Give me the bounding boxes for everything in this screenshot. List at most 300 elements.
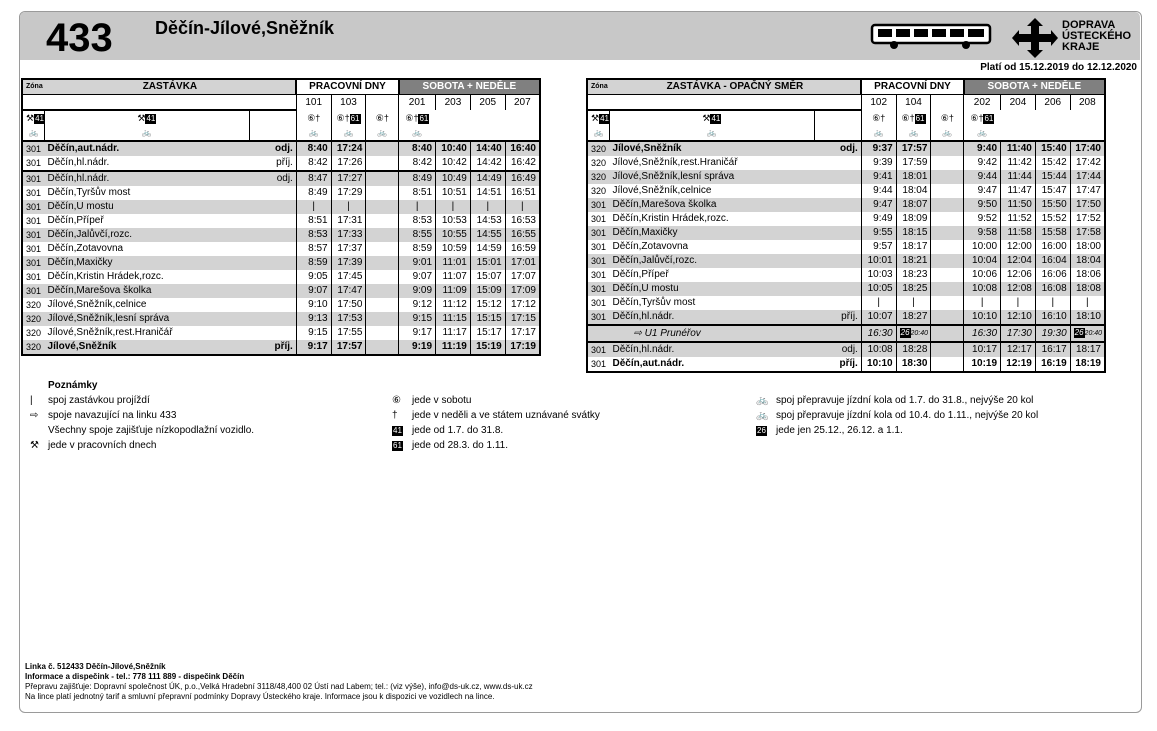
time-cell: 9:44 <box>964 170 1001 184</box>
time-cell: 14:55 <box>470 228 505 242</box>
time-cell: 16:04 <box>1035 254 1070 268</box>
bicycle-icon: 🚲 <box>45 126 250 141</box>
time-cell: | <box>1070 296 1105 310</box>
line-number: 433 <box>46 16 113 60</box>
timetable-return <box>586 78 1106 373</box>
time-cell: 14:59 <box>470 242 505 256</box>
table-row <box>22 214 540 228</box>
time-cell: 17:50 <box>1070 198 1105 212</box>
trip-flags: ⑥†61 <box>964 110 1001 126</box>
table-row <box>587 156 1105 170</box>
time-cell <box>931 357 964 372</box>
time-cell: 9:15 <box>399 312 436 326</box>
zone-cell: 301 <box>591 359 607 369</box>
time-cell <box>366 200 399 214</box>
arr-dep-marker <box>814 156 861 170</box>
trip-number: 103 <box>331 95 366 111</box>
time-cell: 16:40 <box>505 141 540 156</box>
time-cell <box>366 156 399 171</box>
table-row <box>587 282 1105 296</box>
bicycle-icon: 🚲 <box>610 126 815 141</box>
time-cell: 17:33 <box>331 228 366 242</box>
stop-name: Děčín,Kristin Hrádek,rozc. <box>612 213 729 224</box>
time-cell: 18:21 <box>896 254 931 268</box>
time-cell: 15:01 <box>470 256 505 270</box>
time-cell <box>931 141 964 156</box>
time-cell <box>366 228 399 242</box>
time-cell: 16:17 <box>1035 342 1070 357</box>
stop-name: Jílové,Sněžník,celnice <box>47 299 147 310</box>
time-cell: 15:40 <box>1035 141 1070 156</box>
time-cell: 17:24 <box>331 141 366 156</box>
time-cell: 10:59 <box>436 242 471 256</box>
arr-dep-marker: odj. <box>249 141 296 156</box>
time-cell <box>366 186 399 200</box>
table-row <box>587 310 1105 325</box>
trip-number: 203 <box>436 95 471 111</box>
time-cell: 9:15 <box>296 326 331 340</box>
time-cell: 9:58 <box>964 226 1001 240</box>
time-cell: 10:40 <box>436 141 471 156</box>
arr-dep-marker <box>249 186 296 200</box>
table-row <box>587 170 1105 184</box>
stop-name: Děčín,Tyršův most <box>612 297 696 308</box>
table-row <box>22 228 540 242</box>
bus-icon <box>870 22 994 50</box>
time-cell: 17:30 <box>1001 325 1036 342</box>
zone-cell: 320 <box>22 340 45 355</box>
time-cell <box>931 156 964 170</box>
table-row <box>587 198 1105 212</box>
time-cell: 11:40 <box>1001 141 1036 156</box>
stop-name: Děčín,Tyršův most <box>47 187 131 198</box>
time-cell: 9:49 <box>861 212 896 226</box>
time-cell: 17:50 <box>331 298 366 312</box>
table-row <box>587 254 1105 268</box>
saturday-icon: ⑥ <box>392 395 401 406</box>
zone-cell: 301 <box>22 141 45 156</box>
time-cell: 11:12 <box>436 298 471 312</box>
trip-flags: ⑥† <box>931 110 964 126</box>
time-cell: 8:40 <box>296 141 331 156</box>
time-cell: | <box>331 200 366 214</box>
time-cell: 17:15 <box>505 312 540 326</box>
weekend-header: SOBOTA + NEDĚLE <box>399 79 540 95</box>
time-cell: 15:47 <box>1035 184 1070 198</box>
time-cell: 9:44 <box>861 184 896 198</box>
time-cell: | <box>470 200 505 214</box>
trip-number: 206 <box>1035 95 1070 111</box>
arr-dep-marker: odj. <box>814 141 861 156</box>
stop-name: Děčín,Maxičky <box>610 226 815 240</box>
arr-dep-marker <box>249 284 296 298</box>
time-cell: 10:10 <box>964 310 1001 325</box>
time-cell: 9:09 <box>399 284 436 298</box>
pass-through-icon: | <box>30 395 33 406</box>
time-cell <box>366 270 399 284</box>
time-cell: 17:27 <box>331 171 366 186</box>
time-cell: 17:09 <box>505 284 540 298</box>
stop-name: Děčín,aut.nádr. <box>612 358 685 369</box>
time-cell: 9:19 <box>399 340 436 355</box>
time-cell: 9:39 <box>861 156 896 170</box>
time-cell: 12:04 <box>1001 254 1036 268</box>
time-cell: 10:04 <box>964 254 1001 268</box>
time-cell: 8:53 <box>296 228 331 242</box>
time-cell: 14:53 <box>470 214 505 228</box>
time-cell: 19:30 <box>1035 325 1070 342</box>
stop-header: ZASTÁVKA <box>45 79 297 95</box>
bicycle-icon: 🚲 <box>756 395 769 406</box>
time-cell: 18:07 <box>896 198 931 212</box>
zone-cell: 301 <box>587 282 610 296</box>
time-cell: 16:10 <box>1035 310 1070 325</box>
time-cell <box>931 296 964 310</box>
time-cell: 10:10 <box>861 357 896 372</box>
time-cell: 9:17 <box>399 326 436 340</box>
zone-header: Zóna <box>587 79 610 95</box>
arr-dep-marker <box>814 254 861 268</box>
zone-cell: 320 <box>591 186 607 196</box>
time-cell: 18:10 <box>1070 310 1105 325</box>
time-cell: 11:42 <box>1001 156 1036 170</box>
time-cell <box>366 340 399 355</box>
arr-dep-marker <box>814 296 861 310</box>
stop-name: Jílové,Sněžník,rest.Hraničář <box>47 327 173 338</box>
time-cell: 2620:40 <box>1070 325 1105 342</box>
arr-dep-marker <box>249 326 296 340</box>
time-cell: | <box>1001 296 1036 310</box>
trip-number: 204 <box>1001 95 1036 111</box>
bicycle-icon: 🚲 <box>931 126 964 141</box>
arr-dep-marker <box>814 282 861 296</box>
workdays-header: PRACOVNÍ DNY <box>861 79 963 95</box>
time-cell: 18:15 <box>896 226 931 240</box>
time-cell: 10:00 <box>964 240 1001 254</box>
arr-dep-marker <box>814 325 861 342</box>
trip-flags: ⑥†61 <box>896 110 931 126</box>
zone-cell: 320 <box>22 312 45 326</box>
time-cell: 17:17 <box>505 326 540 340</box>
zone-cell: 320 <box>26 328 42 338</box>
trip-flags: ⑥†61 <box>331 110 366 126</box>
zone-cell: 301 <box>22 284 45 298</box>
trip-number: 208 <box>1070 95 1105 111</box>
stop-name: Jílové,Sněžník,lesní správa <box>610 170 815 184</box>
time-cell: 17:12 <box>505 298 540 312</box>
notes-col-3: 🚲 spoj přepravuje jízdní kola od 1.7. do 31.8., nejvýše 20 kol 🚲 spoj přepravuje jízdní kola od 10.4. do 1.11., nejvýše 20 kol 26 jede jen 25.12., 26.12. a 1.1. <box>756 395 1039 436</box>
table-row <box>587 226 1105 240</box>
time-cell: 18:27 <box>896 310 931 325</box>
table-row <box>22 156 540 171</box>
time-cell: 10:19 <box>964 357 1001 372</box>
timetable-outbound <box>21 78 541 356</box>
zone-cell: 301 <box>26 188 42 198</box>
time-cell <box>931 198 964 212</box>
time-cell: 9:12 <box>399 298 436 312</box>
bicycle-icon: 🚲 <box>296 126 331 141</box>
arr-dep-marker <box>249 256 296 270</box>
time-cell: 10:55 <box>436 228 471 242</box>
footer-info: Informace a dispečink - tel.: 778 111 889 - dispečink Děčín <box>25 672 245 681</box>
arr-dep-marker <box>814 184 861 198</box>
zone-cell: 301 <box>26 272 42 282</box>
time-cell: 15:07 <box>470 270 505 284</box>
trip-flags: ⚒41 <box>610 110 815 126</box>
stop-name: Jílové,Sněžník,rest.Hraničář <box>612 157 738 168</box>
time-cell: 16:30 <box>964 325 1001 342</box>
time-cell: 18:28 <box>896 342 931 357</box>
time-cell: 15:58 <box>1035 226 1070 240</box>
time-cell <box>931 212 964 226</box>
time-cell: 17:26 <box>331 156 366 171</box>
time-cell: 8:42 <box>399 156 436 171</box>
arr-dep-marker <box>249 228 296 242</box>
time-cell: 14:42 <box>470 156 505 171</box>
time-cell: 17:40 <box>1070 141 1105 156</box>
stop-name: Děčín,Jalůvčí,rozc. <box>45 228 250 242</box>
time-cell: 11:47 <box>1001 184 1036 198</box>
time-cell: 10:49 <box>436 171 471 186</box>
time-cell <box>366 326 399 340</box>
arr-dep-marker: příj. <box>276 157 293 168</box>
arr-dep-marker <box>814 170 861 184</box>
time-cell: 9:55 <box>861 226 896 240</box>
bicycle-icon: 🚲 <box>366 126 399 141</box>
time-cell: 9:50 <box>964 198 1001 212</box>
badge-61: 61 <box>393 441 402 450</box>
time-cell: 18:00 <box>1070 240 1105 254</box>
time-cell: 16:00 <box>1035 240 1070 254</box>
time-cell: 12:06 <box>1001 268 1036 282</box>
zone-cell: 301 <box>591 214 607 224</box>
trip-number: 207 <box>505 95 540 111</box>
time-cell: 10:42 <box>436 156 471 171</box>
table-row <box>587 325 1105 342</box>
time-cell: 9:47 <box>964 184 1001 198</box>
stop-name: Děčín,Zotavovna <box>612 241 689 252</box>
time-cell <box>366 284 399 298</box>
table-row <box>22 242 540 256</box>
time-cell: 8:49 <box>399 171 436 186</box>
arr-dep-marker: příj. <box>814 310 861 325</box>
time-cell: 10:05 <box>861 282 896 296</box>
zone-cell: 320 <box>591 158 607 168</box>
trip-flags: ⑥† <box>296 110 331 126</box>
table-row <box>587 212 1105 226</box>
time-cell: 9:41 <box>861 170 896 184</box>
time-cell <box>931 325 964 342</box>
table-row <box>22 326 540 340</box>
sunday-icon: † <box>392 410 398 421</box>
table-row <box>22 284 540 298</box>
arr-dep-marker <box>814 268 861 282</box>
table-row <box>22 312 540 326</box>
time-cell: 9:42 <box>964 156 1001 170</box>
trip-flags: ⚒41 <box>45 110 250 126</box>
table-row <box>22 340 540 355</box>
time-cell <box>366 242 399 256</box>
table-row <box>587 184 1105 198</box>
bicycle-icon: 🚲 <box>861 126 896 141</box>
arr-dep-marker: příj. <box>839 358 858 369</box>
table-row <box>22 186 540 200</box>
time-cell: 9:05 <box>296 270 331 284</box>
footer <box>25 662 533 702</box>
time-cell: 18:01 <box>896 170 931 184</box>
stop-name: ⇨ U1 Prunéřov <box>610 325 815 342</box>
time-cell: 16:59 <box>505 242 540 256</box>
time-cell <box>366 256 399 270</box>
table-row <box>22 200 540 214</box>
zone-cell: 301 <box>591 270 607 280</box>
bicycle-icon: 🚲 <box>587 126 610 141</box>
validity-text: Platí od 15.12.2019 do 12.12.2020 <box>980 62 1137 73</box>
table-row <box>587 141 1105 156</box>
time-cell: 9:13 <box>296 312 331 326</box>
time-cell: 17:59 <box>896 156 931 170</box>
table-row <box>587 357 1105 372</box>
time-cell: | <box>861 296 896 310</box>
arr-dep-marker <box>249 242 296 256</box>
time-cell: 11:19 <box>436 340 471 355</box>
time-cell: 12:17 <box>1001 342 1036 357</box>
arr-dep-marker <box>814 198 861 212</box>
time-cell: 8:42 <box>296 156 331 171</box>
time-cell: 10:01 <box>861 254 896 268</box>
zone-cell: 301 <box>26 216 42 226</box>
time-cell <box>931 282 964 296</box>
trip-flags: ⑥† <box>861 110 896 126</box>
time-cell: 11:01 <box>436 256 471 270</box>
time-cell: 10:08 <box>861 342 896 357</box>
time-cell: 9:17 <box>296 340 331 355</box>
time-cell: 18:08 <box>1070 282 1105 296</box>
time-cell: 17:52 <box>1070 212 1105 226</box>
bicycle-icon-2: 🚲 <box>756 410 769 421</box>
time-cell: 11:52 <box>1001 212 1036 226</box>
time-cell: | <box>505 200 540 214</box>
stop-name: Děčín,U mostu <box>45 200 250 214</box>
table-row <box>587 296 1105 310</box>
stop-name: Děčín,Zotavovna <box>47 243 124 254</box>
time-cell: 16:30 <box>861 325 896 342</box>
time-cell: 16:53 <box>505 214 540 228</box>
time-cell: 18:30 <box>896 357 931 372</box>
arr-dep-marker: odj. <box>814 342 861 357</box>
notes-col-2: ⑥ jede v sobotu † jede v neděli a ve státem uznávané svátky 41 jede od 1.7. do 31.8. 61 jede od 28.3. do 1.11. <box>392 395 600 451</box>
zone-cell: 301 <box>587 254 610 268</box>
time-cell: 9:40 <box>964 141 1001 156</box>
time-cell: | <box>964 296 1001 310</box>
stop-name: Děčín,hl.nádr. <box>610 342 815 357</box>
zone-cell: 301 <box>591 298 607 308</box>
time-cell: 16:51 <box>505 186 540 200</box>
zone-cell: 301 <box>26 244 42 254</box>
time-cell: | <box>296 200 331 214</box>
table-row <box>22 141 540 156</box>
time-cell: 15:44 <box>1035 170 1070 184</box>
footer-line-id: Linka č. 512433 Děčín-Jílové,Sněžník <box>25 662 166 671</box>
time-cell: 18:17 <box>896 240 931 254</box>
operator-logo-text: DOPRAVA ÚSTECKÉHO KRAJE <box>1062 19 1132 53</box>
time-cell: | <box>1035 296 1070 310</box>
time-cell: 8:51 <box>399 186 436 200</box>
time-cell: 12:10 <box>1001 310 1036 325</box>
table-row <box>587 268 1105 282</box>
zone-cell: 301 <box>587 342 610 357</box>
time-cell: 11:07 <box>436 270 471 284</box>
time-cell <box>366 298 399 312</box>
time-cell: 17:37 <box>331 242 366 256</box>
time-cell: 17:29 <box>331 186 366 200</box>
arr-dep-marker <box>814 240 861 254</box>
time-cell: 10:08 <box>964 282 1001 296</box>
stop-name: Děčín,Přípeř <box>612 269 669 280</box>
time-cell <box>931 226 964 240</box>
time-cell: 14:49 <box>470 171 505 186</box>
trip-number: 205 <box>470 95 505 111</box>
trip-flags: ⚒41 <box>22 110 45 126</box>
trip-number: 101 <box>296 95 331 111</box>
time-cell: 16:42 <box>505 156 540 171</box>
time-cell: 9:37 <box>861 141 896 156</box>
stop-name: Děčín,U mostu <box>610 282 815 296</box>
time-cell: 9:07 <box>296 284 331 298</box>
time-cell: 10:51 <box>436 186 471 200</box>
zone-cell: 301 <box>587 226 610 240</box>
arr-dep-marker <box>249 214 296 228</box>
trip-flags: ⑥†61 <box>399 110 436 126</box>
time-cell: 15:15 <box>470 312 505 326</box>
time-cell <box>931 184 964 198</box>
stop-name: Děčín,Přípeř <box>47 215 104 226</box>
time-cell: 8:47 <box>296 171 331 186</box>
time-cell: 17:53 <box>331 312 366 326</box>
time-cell: 11:17 <box>436 326 471 340</box>
bicycle-icon: 🚲 <box>399 126 436 141</box>
time-cell: 17:45 <box>331 270 366 284</box>
time-cell <box>931 170 964 184</box>
time-cell: 17:01 <box>505 256 540 270</box>
time-cell: 8:55 <box>399 228 436 242</box>
time-cell: 8:53 <box>399 214 436 228</box>
time-cell: 18:04 <box>896 184 931 198</box>
route-title: Děčín-Jílové,Sněžník <box>155 18 335 38</box>
badge-41: 41 <box>393 426 402 435</box>
stop-name: Jílové,Sněžník,lesní správa <box>45 312 250 326</box>
time-cell: 9:52 <box>964 212 1001 226</box>
time-cell: 15:19 <box>470 340 505 355</box>
stop-name: Děčín,Marešova školka <box>610 198 815 212</box>
zone-cell: 301 <box>587 310 610 325</box>
time-cell: 18:25 <box>896 282 931 296</box>
stop-name: Děčín,Maxičky <box>45 256 250 270</box>
connection-arrow-icon: ⇨ <box>30 410 39 421</box>
time-cell: 15:17 <box>470 326 505 340</box>
arr-dep-marker <box>249 200 296 214</box>
time-cell: 18:19 <box>1070 357 1105 372</box>
stop-name: Děčín,hl.nádr. <box>45 171 250 186</box>
time-cell: 8:40 <box>399 141 436 156</box>
time-cell <box>366 214 399 228</box>
time-cell: 17:44 <box>1070 170 1105 184</box>
zone-cell: 301 <box>587 198 610 212</box>
zone-cell: 301 <box>22 171 45 186</box>
time-cell: 8:49 <box>296 186 331 200</box>
time-cell: 17:47 <box>1070 184 1105 198</box>
table-row <box>22 298 540 312</box>
